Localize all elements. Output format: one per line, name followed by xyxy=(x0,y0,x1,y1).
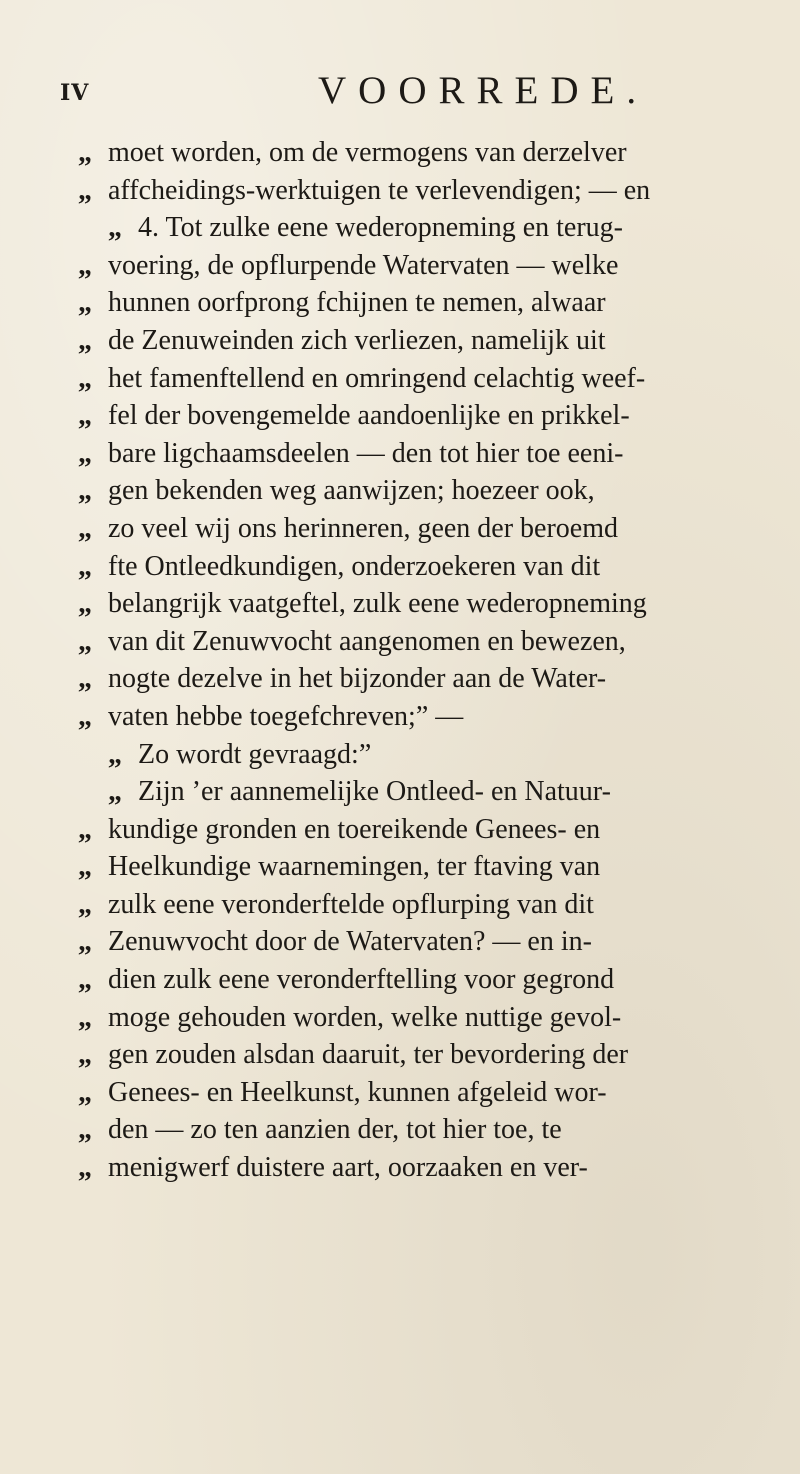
text-line xyxy=(78,773,778,811)
quote-mark: „ xyxy=(78,813,92,845)
line-text: kundige gronden en toereikende Genees- en xyxy=(108,813,601,845)
quote-mark: „ xyxy=(78,588,92,620)
page-number: IV xyxy=(60,80,90,106)
line-text: zulk eene veronderftelde opflurping van dit xyxy=(108,888,594,920)
quote-mark: „ xyxy=(78,174,92,206)
line-text: 4. Tot zulke eene wederopneming en terug- xyxy=(138,212,624,244)
line-text: nogte dezelve in het bijzonder aan de Water- xyxy=(108,663,607,695)
quote-mark: „ xyxy=(78,550,92,582)
text-line xyxy=(78,360,778,398)
quote-mark: „ xyxy=(78,625,92,657)
line-text: het famenftellend en omringend celachtig weef- xyxy=(108,362,646,394)
text-line xyxy=(78,397,778,435)
text-line xyxy=(78,585,778,623)
text-line xyxy=(78,623,778,661)
quote-mark: „ xyxy=(78,851,92,883)
line-text: voering, de opflurpende Watervaten — welke xyxy=(108,249,619,281)
quote-mark: „ xyxy=(78,324,92,356)
text-line xyxy=(78,472,778,510)
line-text: vaten hebbe toegefchreven;” — xyxy=(108,700,464,732)
text-line xyxy=(78,1036,778,1074)
line-text: belangrijk vaatgeftel, zulk eene wederopneming xyxy=(108,588,647,620)
text-line xyxy=(78,284,778,322)
line-text: bare ligchaamsdeelen — den tot hier toe eeni- xyxy=(108,437,624,469)
page-header xyxy=(0,68,800,118)
text-line xyxy=(78,660,778,698)
line-text: dien zulk eene veronderftelling voor gegrond xyxy=(108,964,615,996)
text-line xyxy=(78,848,778,886)
line-text: Heelkundige waarnemingen, ter ftaving van xyxy=(108,851,601,883)
line-text: Genees- en Heelkunst, kunnen afgeleid wor- xyxy=(108,1076,607,1108)
quote-mark: „ xyxy=(78,1152,92,1184)
text-line xyxy=(78,510,778,548)
line-text: de Zenuweinden zich verliezen, namelijk uit xyxy=(108,324,606,356)
quote-mark: „ xyxy=(78,964,92,996)
line-text: Zo wordt gevraagd:” xyxy=(138,738,372,770)
line-text: affcheidings-werktuigen te verlevendigen; — en xyxy=(108,174,651,206)
line-text: fte Ontleedkundigen, onderzoekeren van dit xyxy=(108,550,601,582)
text-line xyxy=(78,322,778,360)
line-text: menigwerf duistere aart, oorzaaken en ver- xyxy=(108,1152,588,1184)
line-text: hunnen oorfprong fchijnen te nemen, alwaar xyxy=(108,287,606,319)
line-text: moet worden, om de vermogens van derzelver xyxy=(108,137,627,168)
text-line xyxy=(78,923,778,961)
text-line xyxy=(78,961,778,999)
quote-mark: „ xyxy=(78,362,92,394)
quote-mark: „ xyxy=(78,1039,92,1071)
text-line xyxy=(78,1074,778,1112)
text-line xyxy=(78,811,778,849)
quote-mark: „ xyxy=(78,249,92,281)
quote-mark: „ xyxy=(78,1076,92,1108)
line-text: den — zo ten aanzien der, tot hier toe, te xyxy=(108,1114,562,1146)
text-line xyxy=(78,736,778,774)
quote-mark: „ xyxy=(78,926,92,958)
line-text: Zijn ’er aannemelijke Ontleed- en Natuur- xyxy=(138,776,611,808)
quote-mark: „ xyxy=(78,1114,92,1146)
line-text: gen bekenden weg aanwijzen; hoezeer ook, xyxy=(108,475,595,507)
text-line xyxy=(78,698,778,736)
text-line xyxy=(78,999,778,1037)
text-line xyxy=(78,548,778,586)
text-line xyxy=(78,172,778,210)
quote-mark: „ xyxy=(78,137,92,168)
text-line xyxy=(78,1149,778,1187)
text-line xyxy=(78,247,778,285)
line-text: gen zouden alsdan daaruit, ter bevordering der xyxy=(108,1039,629,1071)
line-text: zo veel wij ons herinneren, geen der beroemd xyxy=(108,512,619,544)
line-text: moge gehouden worden, welke nuttige gevol- xyxy=(108,1001,622,1033)
quote-mark: „ xyxy=(78,1001,92,1033)
body-text xyxy=(78,134,778,1187)
quote-mark: „ xyxy=(78,400,92,432)
quote-mark: „ xyxy=(78,663,92,695)
quote-mark: „ xyxy=(78,888,92,920)
quote-mark: „ xyxy=(108,738,122,770)
line-text: Zenuwvocht door de Watervaten? — en in- xyxy=(108,926,592,958)
quote-mark: „ xyxy=(78,437,92,469)
line-text: fel der bovengemelde aandoenlijke en prikkel- xyxy=(108,400,630,432)
quote-mark: „ xyxy=(78,475,92,507)
text-line xyxy=(78,209,778,247)
quote-mark: „ xyxy=(108,212,122,244)
line-text: van dit Zenuwvocht aangenomen en bewezen, xyxy=(108,625,626,657)
quote-mark: „ xyxy=(108,776,122,808)
text-line xyxy=(78,134,778,172)
text-line xyxy=(78,1111,778,1149)
quote-mark: „ xyxy=(78,287,92,319)
text-line xyxy=(78,435,778,473)
quote-mark: „ xyxy=(78,700,92,732)
text-line xyxy=(78,886,778,924)
running-head: VOORREDE. xyxy=(318,69,649,112)
quote-mark: „ xyxy=(78,512,92,544)
